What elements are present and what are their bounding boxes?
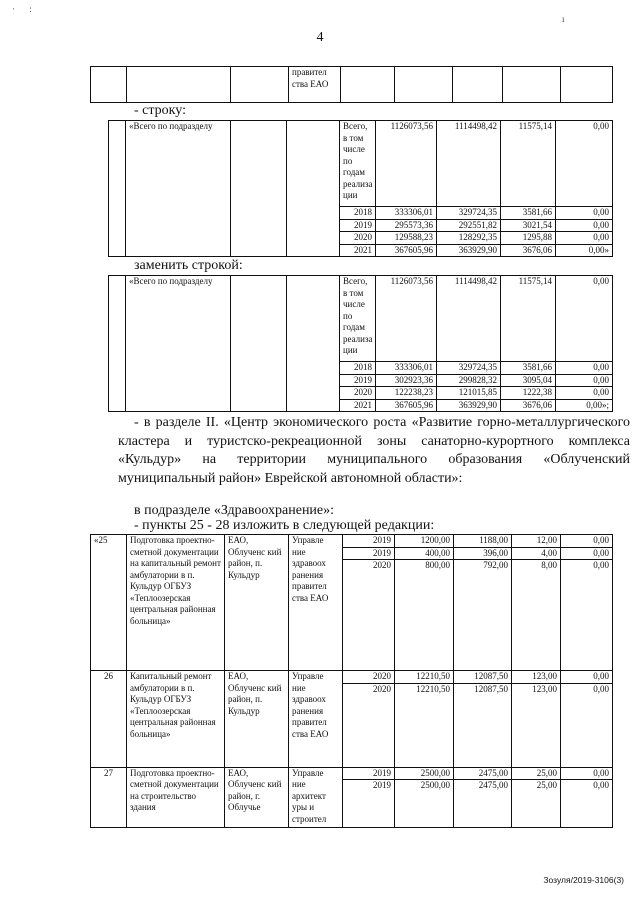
value-cell: 123,00 [512,683,561,767]
value-cell: 0,00 [561,535,613,548]
year-cell: 2021 [340,399,376,412]
year-cell: 2019 [343,535,395,548]
old-row-name: «Всего по подразделу [126,121,231,257]
new-row-v1: 1126073,56 [376,276,437,362]
value-cell: 12210,50 [395,683,454,767]
value-cell: 2500,00 [395,767,454,780]
value-cell: 3021,54 [501,219,556,232]
value-cell: 400,00 [395,547,454,560]
item-name: Капитальный ремонт амбулатории в п. Кульдур ОГБУЗ «Теплоозерская центральная районная больница» [127,671,225,768]
year-cell: 2019 [343,547,395,560]
new-row-v4: 0,00 [556,276,613,362]
value-cell: 3676,06 [501,244,556,257]
value-cell: 129588,23 [376,232,437,245]
item-executor: Управле ние архитект уры и строител [289,767,343,828]
old-row-v2: 1114498,42 [437,121,501,207]
value-cell: 12,00 [512,535,561,548]
table-cell [231,276,287,412]
year-cell: 2020 [343,683,395,767]
value-cell: 299828,32 [437,374,501,387]
value-cell: 25,00 [512,780,561,828]
old-row-v4: 0,00 [556,121,613,207]
value-cell: 0,00 [561,767,613,780]
points-line: - пункты 25 - 28 изложить в следующей редакции: [134,518,435,533]
table-cell [231,121,287,257]
new-row-v3: 11575,14 [501,276,556,362]
old-row-v3: 11575,14 [501,121,556,207]
value-cell: 0,00»; [556,399,613,412]
value-cell: 3095,04 [501,374,556,387]
top-table-fragment [90,66,613,103]
item-executor: Управле ние здравоох ранения правител ства ЕАО [289,535,343,671]
table-cell [503,67,561,103]
value-cell: 2475,00 [454,780,512,828]
items-table [90,534,613,828]
year-cell: 2018 [340,207,376,220]
value-cell: 800,00 [395,560,454,671]
value-cell: 12087,50 [454,671,512,684]
value-cell: 333306,01 [376,207,437,220]
value-cell: 367605,96 [376,399,437,412]
table-cell [395,67,453,103]
top-table-cell-text: правител ства ЕАО [289,67,341,103]
value-cell: 0,00 [556,219,613,232]
item-name: Подготовка проектно-сметной документации на строительство здания [127,767,225,828]
value-cell: 363929,90 [437,244,501,257]
year-cell: 2021 [340,244,376,257]
new-row-name: «Всего по подразделу [126,276,231,412]
old-row-col4: Всего, в том числе по годам реализа ции [340,121,376,207]
value-cell: 0,00 [556,374,613,387]
value-cell: 396,00 [454,547,512,560]
value-cell: 123,00 [512,671,561,684]
value-cell: 0,00 [561,560,613,671]
value-cell: 0,00 [561,683,613,767]
value-cell: 295573,36 [376,219,437,232]
value-cell: 2500,00 [395,780,454,828]
value-cell: 333306,01 [376,362,437,375]
value-cell: 302923,36 [376,374,437,387]
table-cell [287,276,340,412]
value-cell: 0,00» [556,244,613,257]
replace-line: заменить строкой: [134,258,243,273]
new-row-table [108,275,613,412]
footer-code: Зозуля/2019-3106(3) [543,875,624,885]
table-cell [453,67,503,103]
old-row-body [109,121,613,257]
value-cell: 1222,38 [501,387,556,400]
section-paragraph: - в разделе II. «Центр экономического роста «Развитие горно-металлургического кластера и туристско-рекреационной зоны санаторно-курортного комплекса «Кульдур» на территории муниципального образования «Облученский муниципальный район» Еврейской автономной области»: [118,415,630,486]
item-number: 27 [91,767,127,828]
year-cell: 2019 [343,767,395,780]
new-row-col4: Всего, в том числе по годам реализа ции [340,276,376,362]
item-place: ЕАО, Облученс кий район, г. Облучье [225,767,289,828]
table-cell [109,276,126,412]
value-cell: 329724,35 [437,362,501,375]
old-row-v1: 1126073,56 [376,121,437,207]
item-name: Подготовка проектно-сметной документации на капитальный ремонт амбулатории в п. Кульдур ОГБУЗ «Теплоозерская центральная районная больница» [127,535,225,671]
value-cell: 12087,50 [454,683,512,767]
value-cell: 0,00 [561,547,613,560]
value-cell: 367605,96 [376,244,437,257]
value-cell: 121015,85 [437,387,501,400]
table-cell [341,67,395,103]
item-place: ЕАО, Облученс кий район, п. Кульдур [225,671,289,768]
item-number: 26 [91,671,127,768]
value-cell: 1295,88 [501,232,556,245]
value-cell: 329724,35 [437,207,501,220]
year-cell: 2020 [340,232,376,245]
value-cell: 128292,35 [437,232,501,245]
value-cell: 25,00 [512,767,561,780]
value-cell: 4,00 [512,547,561,560]
subsection-line: в подразделе «Здравоохранение»: [134,503,335,518]
value-cell: 1188,00 [454,535,512,548]
value-cell: 363929,90 [437,399,501,412]
page-number: 4 [316,30,324,45]
value-cell: 122238,23 [376,387,437,400]
value-cell: 1200,00 [395,535,454,548]
year-cell: 2019 [343,780,395,828]
value-cell: 8,00 [512,560,561,671]
year-cell: 2019 [340,219,376,232]
new-row-v2: 1114498,42 [437,276,501,362]
value-cell: 292551,82 [437,219,501,232]
table-cell [91,67,127,103]
table-cell [561,67,613,103]
value-cell: 0,00 [556,207,613,220]
value-cell: 0,00 [556,387,613,400]
value-cell: 792,00 [454,560,512,671]
scan-tick: ı [562,14,565,24]
table-cell [127,67,231,103]
value-cell: 0,00 [556,362,613,375]
value-cell: 3581,66 [501,207,556,220]
item-number: «25 [91,535,127,671]
year-cell: 2020 [340,387,376,400]
year-cell: 2020 [343,560,395,671]
value-cell: 2475,00 [454,767,512,780]
value-cell: 0,00 [561,780,613,828]
year-cell: 2019 [340,374,376,387]
item-place: ЕАО, Облученс кий район, п. Кульдур [225,535,289,671]
value-cell: 0,00 [561,671,613,684]
label-line: - строку: [134,103,186,118]
value-cell: 12210,50 [395,671,454,684]
value-cell: 3676,06 [501,399,556,412]
item-executor: Управле ние здравоох ранения правител ства ЕАО [289,671,343,768]
table-cell [231,67,289,103]
old-row-table [108,120,613,257]
value-cell: 0,00 [556,232,613,245]
year-cell: 2020 [343,671,395,684]
table-cell [109,121,126,257]
year-cell: 2018 [340,362,376,375]
table-cell [287,121,340,257]
value-cell: 3581,66 [501,362,556,375]
scan-marks: · : [12,4,38,14]
